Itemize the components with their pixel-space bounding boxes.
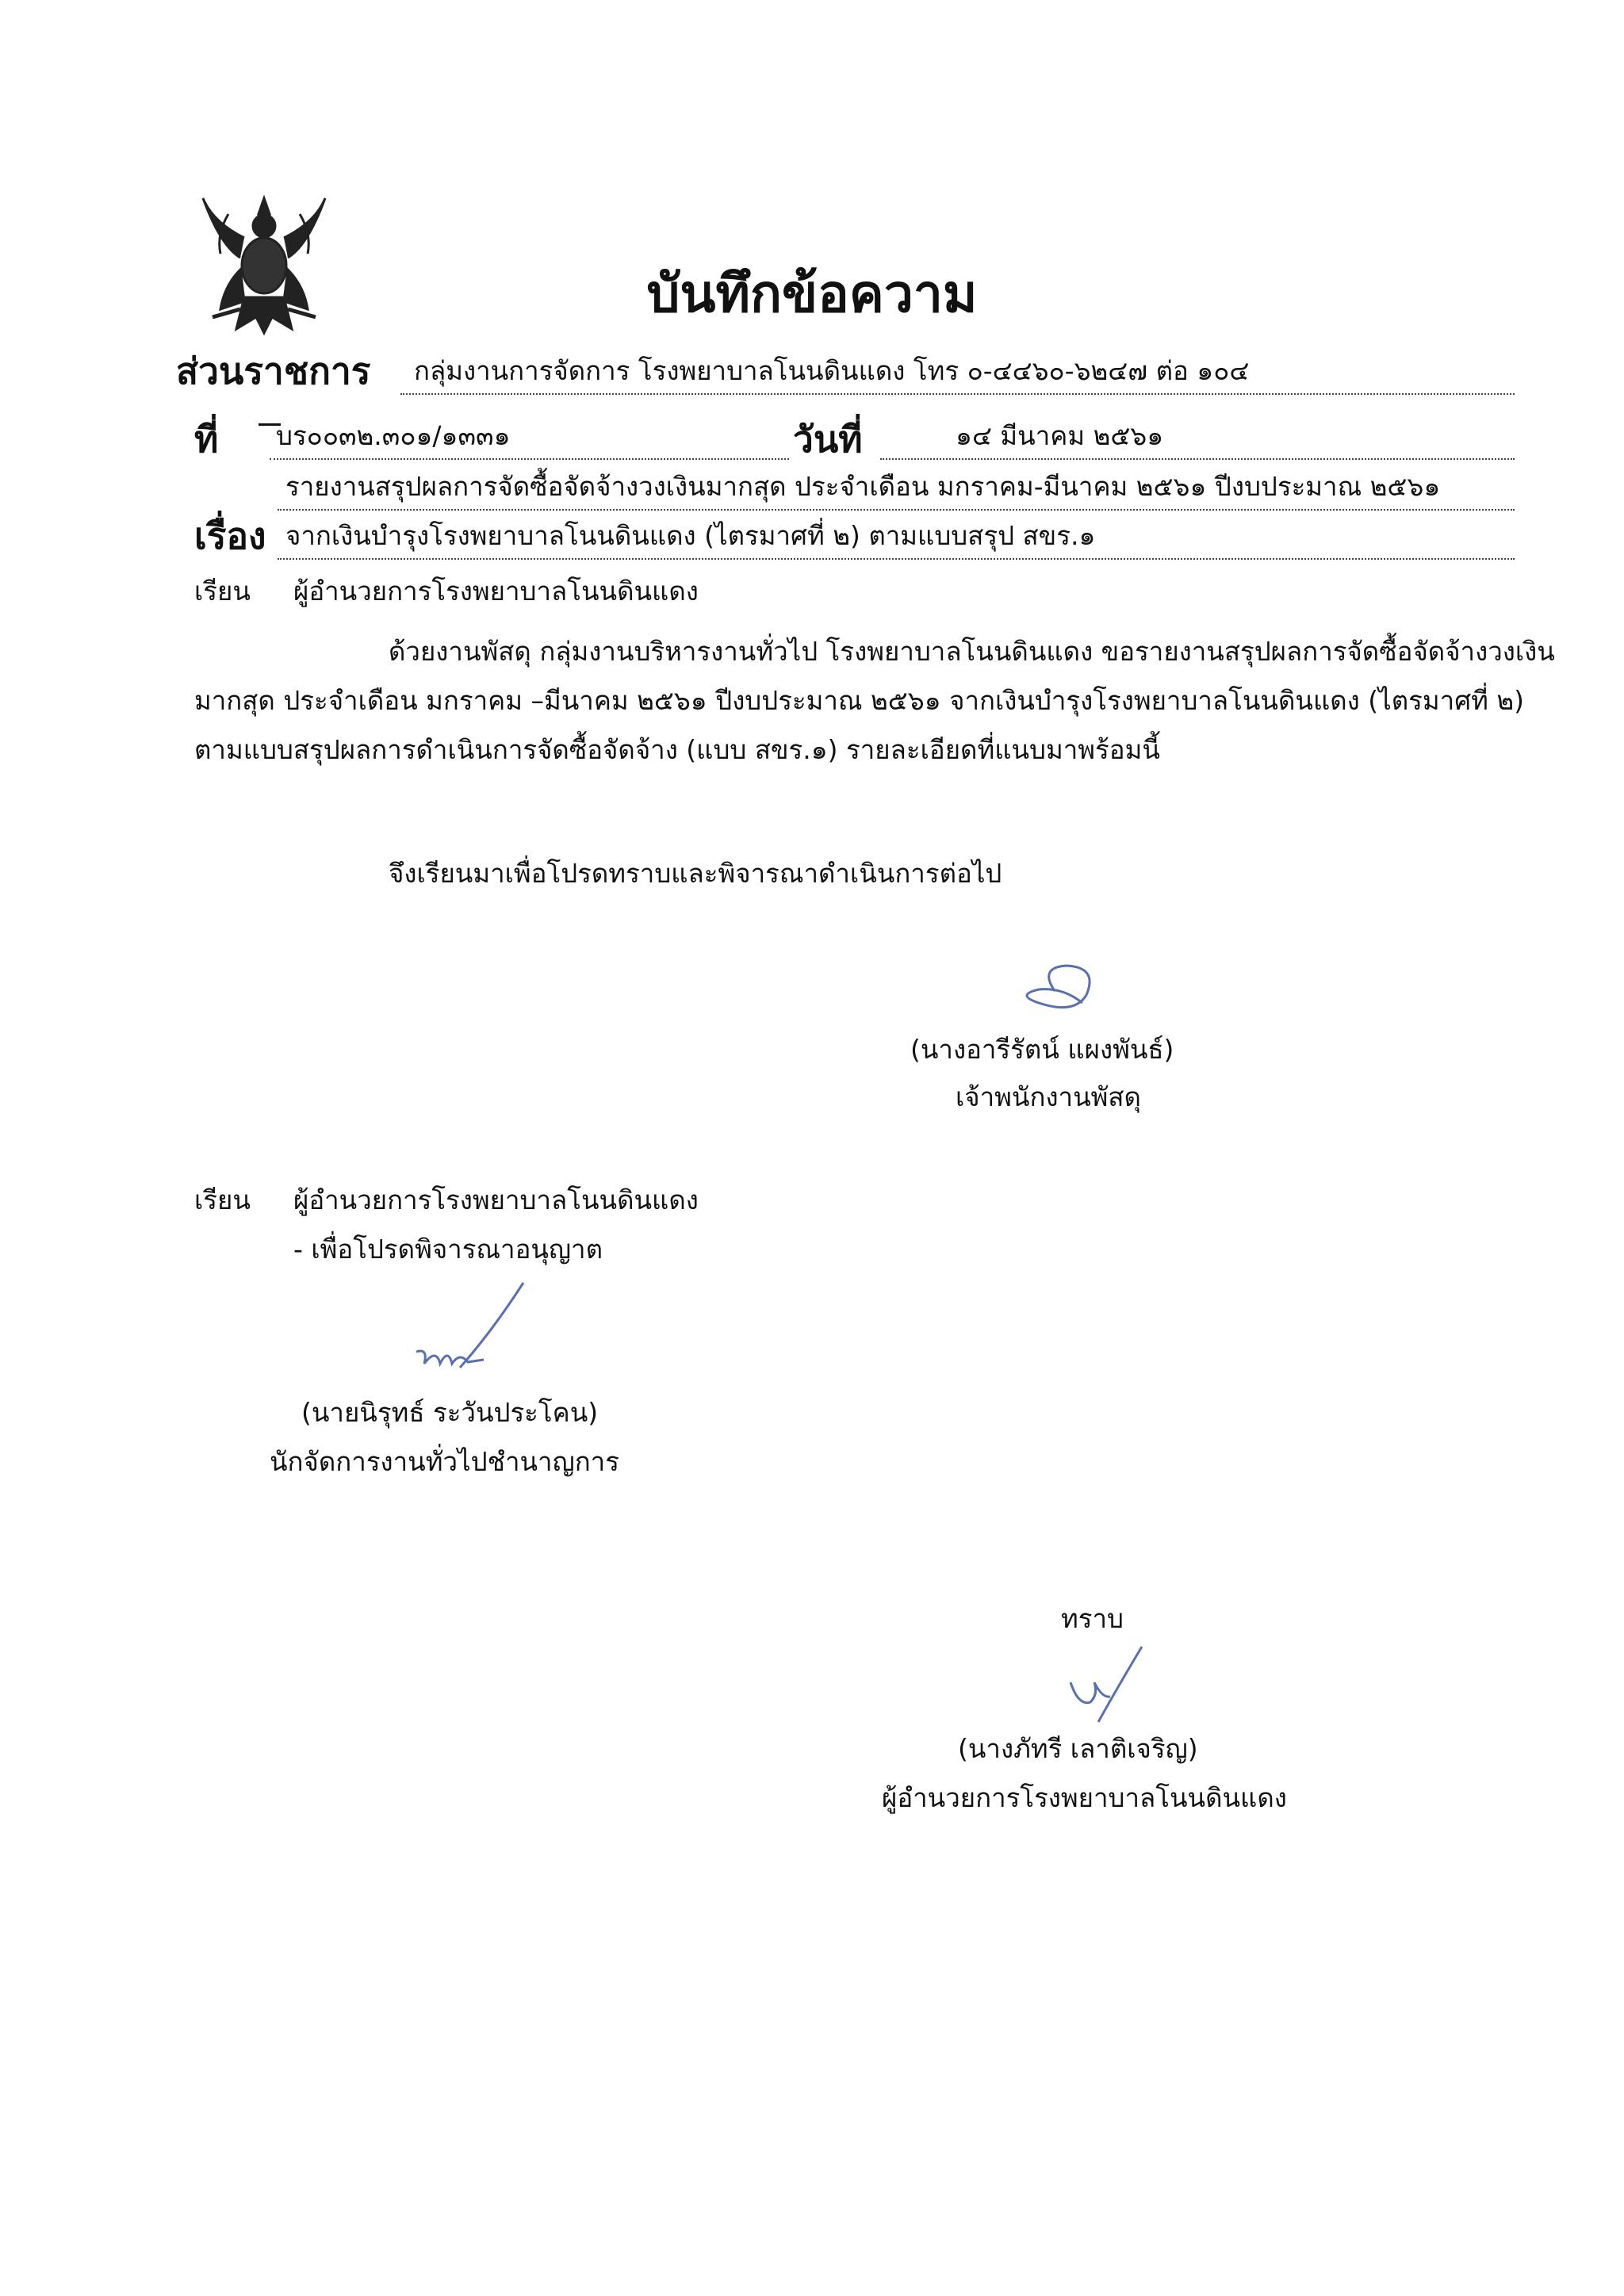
signer-2-position: นักจัดการงานทั่วไปชำนาญการ xyxy=(270,1446,619,1477)
signature-2-icon xyxy=(404,1276,539,1387)
closing-text: จึงเรียนมาเพื่อโปรดทราบและพิจารณาดำเนินการต่อไป xyxy=(389,858,1002,889)
to-label: เรียน xyxy=(194,576,251,607)
signer-1-name: (นางอารีรัตน์ แผงพันธ์) xyxy=(910,1034,1174,1065)
subject-line-1: รายงานสรุปผลการจัดซื้อจัดจ้างวงเงินมากสุด ประจำเดือน มกราคม-มีนาคม ๒๕๖๑ ปีงบประมาณ ๒๕๖๑ xyxy=(285,471,1441,502)
signer-1-position: เจ้าพนักงานพัสดุ xyxy=(956,1081,1141,1112)
signer-3-position: ผู้อำนวยการโรงพยาบาลโนนดินแดง xyxy=(882,1782,1287,1813)
body-line-3: ตามแบบสรุปผลการดำเนินการจัดซื้อจัดจ้าง (แบบ สขร.๑) รายละเอียดที่แนบมาพร้อมนี้ xyxy=(194,734,1160,765)
subject-line-2: จากเงินบำรุงโรงพยาบาลโนนดินแดง (ไตรมาศที่ ๒) ตามแบบสรุป สขร.๑ xyxy=(285,520,1096,551)
body-line-1: ด้วยงานพัสดุ กลุ่มงานบริหารงานทั่วไป โรงพยาบาลโนนดินแดง ขอรายงานสรุปผลการจัดซื้อจัดจ้างวงเงิน xyxy=(389,636,1555,667)
date-label: วันที่ xyxy=(793,418,863,461)
endorsement-to-label: เรียน xyxy=(194,1184,251,1215)
date-value: ๑๔ มีนาคม ๒๕๖๑ xyxy=(956,420,1164,451)
signature-1-icon xyxy=(1007,959,1110,1023)
ref-label: ที่ xyxy=(194,418,219,461)
memo-title: บันทึกข้อความ xyxy=(646,263,978,324)
ref-line xyxy=(270,458,789,460)
signature-3-icon xyxy=(1063,1643,1150,1730)
signer-2-name: (นายนิรุทธ์ ระวันประโคน) xyxy=(301,1397,599,1428)
signer-3-name: (นางภัทรี เลาติเจริญ) xyxy=(958,1733,1198,1764)
date-line xyxy=(880,458,1515,460)
ref-value: บร๐๐๓๒.๓๐๑/๑๓๓๑ xyxy=(276,420,511,451)
subject-underline-1 xyxy=(278,509,1515,511)
acknowledged-text: ทราบ xyxy=(1061,1603,1124,1634)
department-label: ส่วนราชการ xyxy=(176,350,371,392)
subject-underline-2 xyxy=(278,558,1515,560)
body-line-2: มากสุด ประจำเดือน มกราคม –มีนาคม ๒๕๖๑ ปีงบประมาณ ๒๕๖๑ จากเงินบำรุงโรงพยาบาลโนนดินแดง (ไตรมาศที่ ๒) xyxy=(194,685,1525,716)
endorsement-note: - เพื่อโปรดพิจารณาอนุญาต xyxy=(293,1234,603,1265)
endorsement-to-value: ผู้อำนวยการโรงพยาบาลโนนดินแดง xyxy=(293,1184,699,1215)
subject-label: เรื่อง xyxy=(194,515,266,557)
department-value: กลุ่มงานการจัดการ โรงพยาบาลโนนดินแดง โทร ๐-๔๔๖๐-๖๒๔๗ ต่อ ๑๐๔ xyxy=(414,355,1250,386)
to-value: ผู้อำนวยการโรงพยาบาลโนนดินแดง xyxy=(293,576,699,607)
department-line xyxy=(400,393,1515,395)
